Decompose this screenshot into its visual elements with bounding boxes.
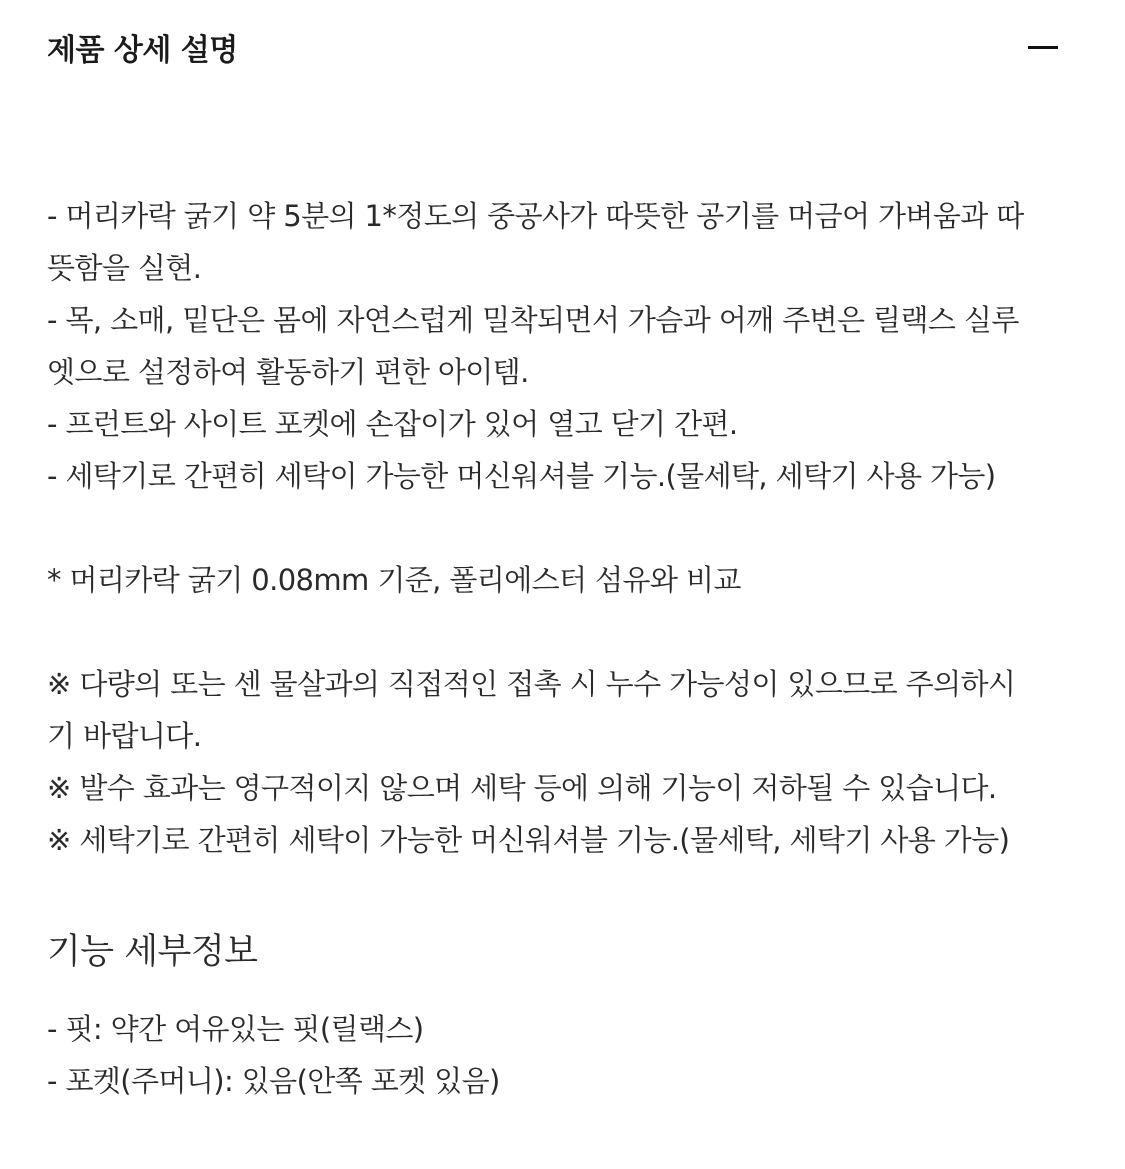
product-description: [47, 190, 1085, 866]
collapse-button[interactable]: [1023, 27, 1063, 67]
feature-item: - 핏: 약간 여유있는 핏(릴랙스): [47, 1012, 424, 1046]
description-line: - 머리카락 굵기 약 5분의 1*정도의 중공사가 따뜻한 공기를 머금어 가벼움과 따: [47, 199, 1024, 233]
minus-icon: [1028, 46, 1058, 49]
section-title: 제품 상세 설명: [47, 33, 238, 68]
feature-item: - 포켓(주머니): 있음(안쪽 포켓 있음): [47, 1064, 500, 1098]
description-line: - 세탁기로 간편히 세탁이 가능한 머신워셔블 기능.(물세탁, 세탁기 사용 가능): [47, 459, 996, 493]
section-header[interactable]: [47, 20, 1063, 74]
notice-line: ※ 발수 효과는 영구적이지 않으며 세탁 등에 의해 기능이 저하될 수 있습니다.: [47, 771, 997, 805]
spacer: [47, 606, 1085, 658]
spacer: [47, 502, 1085, 554]
description-line: - 프런트와 사이트 포켓에 손잡이가 있어 열고 닫기 간편.: [47, 407, 738, 441]
features-heading: 기능 세부정보: [47, 932, 258, 972]
notice-line: ※ 다량의 또는 센 물살과의 직접적인 접촉 시 누수 가능성이 있으므로 주의하시: [47, 667, 1016, 701]
description-line: 엣으로 설정하여 활동하기 편한 아이템.: [47, 355, 529, 389]
description-line: 뜻함을 실현.: [47, 251, 202, 285]
footnote: * 머리카락 굵기 0.08mm 기준, 폴리에스터 섬유와 비교: [47, 563, 741, 597]
description-line: - 목, 소매, 밑단은 몸에 자연스럽게 밀착되면서 가슴과 어깨 주변은 릴랙스 실루: [47, 303, 1019, 337]
features-list: [47, 1003, 500, 1107]
notice-line: 기 바랍니다.: [47, 719, 202, 753]
notice-line: ※ 세탁기로 간편히 세탁이 가능한 머신워셔블 기능.(물세탁, 세탁기 사용 가능): [47, 823, 1010, 857]
